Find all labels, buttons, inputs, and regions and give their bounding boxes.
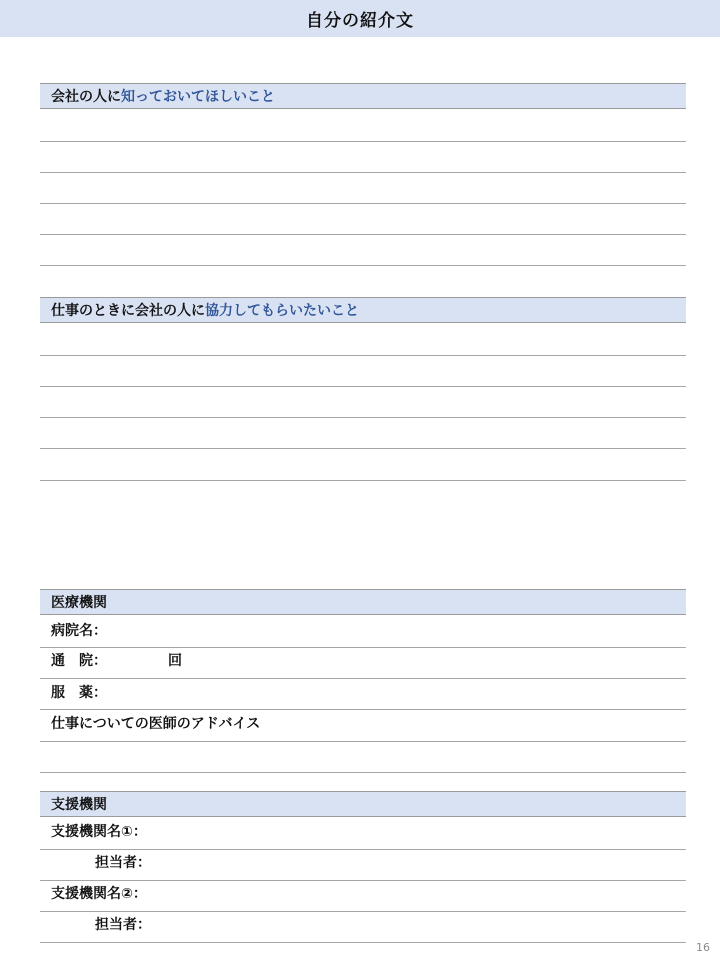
support-contact1-line[interactable] [40, 880, 686, 881]
section-heading-know-prefix: 会社の人に [51, 89, 121, 105]
section-header-cooperate [40, 297, 686, 323]
medication-label: 服 薬： [51, 685, 107, 701]
write-line[interactable] [40, 741, 686, 742]
write-line[interactable] [40, 203, 686, 204]
medication-line[interactable] [40, 709, 686, 710]
section-heading-medical: 医療機関 [51, 595, 107, 611]
write-line[interactable] [40, 480, 686, 481]
page-title-bar [0, 0, 720, 37]
write-line[interactable] [40, 417, 686, 418]
write-line[interactable] [40, 448, 686, 449]
write-line[interactable] [40, 172, 686, 173]
write-line[interactable] [40, 386, 686, 387]
visit-label: 通 院： [51, 653, 107, 669]
visit-line[interactable] [40, 678, 686, 679]
page-title: 自分の紹介文 [306, 11, 414, 31]
hospital-name-label: 病院名： [51, 623, 107, 639]
support-org2-line[interactable] [40, 911, 686, 912]
write-line[interactable] [40, 265, 686, 266]
hospital-name-line[interactable] [40, 647, 686, 648]
support-contact2-label: 担当者： [95, 917, 151, 933]
section-header-medical [40, 589, 686, 615]
visit-unit: 回 [168, 653, 182, 669]
support-contact1-label: 担当者： [95, 855, 151, 871]
support-contact2-line[interactable] [40, 942, 686, 943]
write-line[interactable] [40, 141, 686, 142]
write-line[interactable] [40, 355, 686, 356]
section-header-support [40, 791, 686, 817]
support-org1-line[interactable] [40, 849, 686, 850]
support-org2-label: 支援機関名②： [51, 886, 147, 902]
write-line[interactable] [40, 234, 686, 235]
write-line[interactable] [40, 772, 686, 773]
section-heading-cooperate-prefix: 仕事のときに会社の人に [51, 303, 205, 319]
support-org1-label: 支援機関名①： [51, 824, 147, 840]
section-header-know [40, 83, 686, 109]
page-number: 16 [696, 941, 710, 954]
section-heading-cooperate-accent: 協力してもらいたいこと [205, 303, 359, 319]
section-heading-support: 支援機関 [51, 797, 107, 813]
doctor-advice-label: 仕事についての医師のアドバイス [51, 716, 261, 732]
section-heading-know-accent: 知っておいてほしいこと [121, 89, 275, 105]
